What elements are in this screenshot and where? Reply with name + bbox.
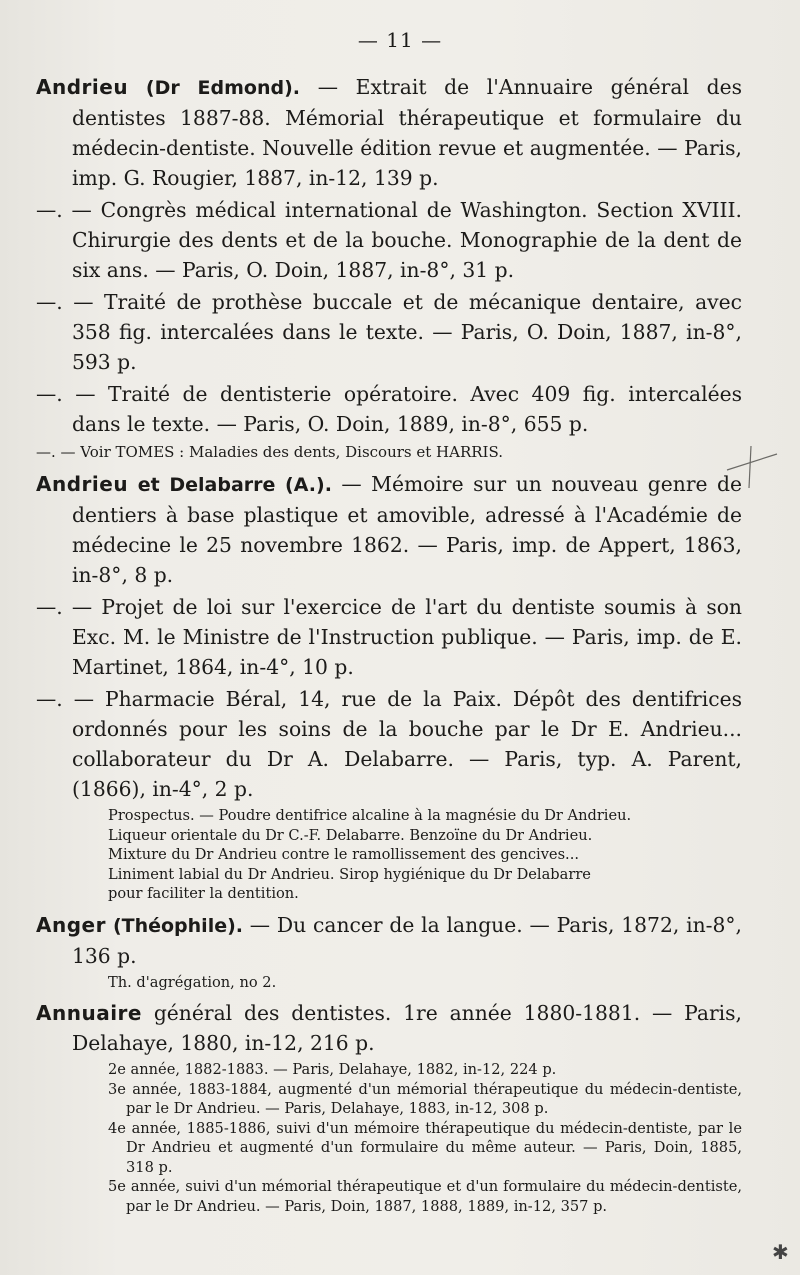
note-line: 2e année, 1882-1883. — Paris, Delahaye, 1882, in-12, 224 p. — [108, 1061, 557, 1078]
note-line: 3e année, 1883-1884, augmenté d'un mémorial thérapeutique du médecin-dentiste, par le Dr Andrieu. — Paris, Delahaye, 1883, in-12, 308 p. — [108, 1080, 742, 1117]
entry-text: —. — Traité de dentisterie opératoire. Avec 409 fig. intercalées dans le texte. — Paris, O. Doin, 1889, in-8°, 655 p. — [36, 382, 742, 436]
prospectus-note — [36, 806, 742, 904]
note-line: pour faciliter la dentition. — [108, 885, 299, 902]
entry-author: Andrieu — [36, 75, 129, 99]
entry-text: —. — Projet de loi sur l'exercice de l'art du dentiste soumis à son Exc. M. le Ministre de l'Instruction publique. — Paris, imp. de E. Martinet, 1864, in-4°, 10 p. — [36, 595, 742, 679]
entry-anger — [36, 910, 742, 971]
anger-note — [36, 973, 742, 993]
entry-text: —. — Traité de prothèse buccale et de mécanique dentaire, avec 358 fig. intercalées dans le texte. — Paris, O. Doin, 1887, in-8°, 593 p. — [36, 290, 742, 374]
note-line: Prospectus. — Poudre dentifrice alcaline à la magnésie du Dr Andrieu. — [108, 807, 632, 824]
entry-text: général des dentistes. 1re année 1880-1881. — Paris, Delahaye, 1880, in-12, 216 p. — [72, 1001, 742, 1055]
entry-text: — Du cancer de la langue. — Paris, 1872, in-8°, 136 p. — [72, 912, 742, 968]
entry-author-suffix: (Théophile). — [105, 914, 243, 937]
entry-text: —. — Congrès médical international de Washington. Section XVIII. Chirurgie des dents et de la bouche. Monographie de la dent de six ans. — Paris, O. Doin, 1887, in-8°, 31 p. — [36, 198, 742, 282]
entry-text: — Mémoire sur un nouveau genre de dentiers à base plastique et amovible, adressé à l'Académie de médecine le 25 novembre 1862. — Paris, imp. de Appert, 1863, in-8°, 8 p. — [72, 472, 742, 587]
entry-andrieu-annuaire — [36, 72, 742, 193]
entry-author: Anger — [36, 912, 106, 937]
bibliography-entries — [36, 72, 742, 1222]
note-line: Mixture du Dr Andrieu contre le ramollissement des gencives... — [108, 846, 579, 863]
entry-andrieu-prothese — [36, 287, 742, 377]
entry-pharmacie-beral — [36, 684, 742, 804]
note-line: Liqueur orientale du Dr C.-F. Delabarre. Benzoïne du Dr Andrieu. — [108, 826, 593, 844]
entry-annuaire — [36, 998, 742, 1058]
entry-andrieu-delabarre — [36, 469, 742, 590]
entry-andrieu-voir — [36, 441, 742, 463]
entry-projet-de-loi — [36, 592, 742, 682]
note-line: 4e année, 1885-1886, suivi d'un mémoire thérapeutique du médecin-dentiste, par le Dr Andrieu et augmenté d'un formulaire du même auteur. — Paris, Doin, 1885, 318 p. — [108, 1119, 742, 1176]
entry-author-suffix: (Dr Edmond). — [128, 77, 301, 99]
annuaire-notes — [36, 1060, 742, 1216]
corner-stamp-mark: ✱ — [772, 1240, 789, 1264]
entry-text: — Extrait de l'Annuaire général des dentistes 1887-88. Mémorial thérapeutique et formulaire du médecin-dentiste. Nouvelle édition revue et augmentée. — Paris, imp. G. Rougier, 1887, in-12, 139 p. — [72, 75, 743, 190]
margin-pencil-mark — [725, 442, 785, 492]
note-line: Th. d'agrégation, no 2. — [108, 973, 277, 991]
page-number: — 11 — — [357, 28, 443, 52]
entry-text: —. — Pharmacie Béral, 14, rue de la Paix. Dépôt des dentifrices ordonnés pour les soins de la bouche par le Dr E. Andrieu... collaborateur du Dr A. Delabarre. — Paris, typ. A. Parent, (1866), in-4°, 2 p. — [36, 687, 742, 801]
entry-text: —. — Voir TOMES : Maladies des dents, Discours et HARRIS. — [36, 443, 503, 461]
note-line: 5e année, suivi d'un mémorial thérapeutique et d'un formulaire du médecin-dentiste, par le Dr Andrieu. — Paris, Doin, 1887, 1888, 1889, in-12, 357 p. — [108, 1178, 742, 1215]
entry-author-suffix: et Delabarre (A.). — [128, 474, 332, 496]
entry-andrieu-washington — [36, 195, 742, 285]
entry-author: Andrieu — [36, 472, 129, 496]
entry-author: Annuaire — [36, 1001, 142, 1025]
note-line: Liniment labial du Dr Andrieu. Sirop hygiénique du Dr Delabarre — [108, 865, 591, 883]
entry-andrieu-dentisterie — [36, 379, 742, 439]
